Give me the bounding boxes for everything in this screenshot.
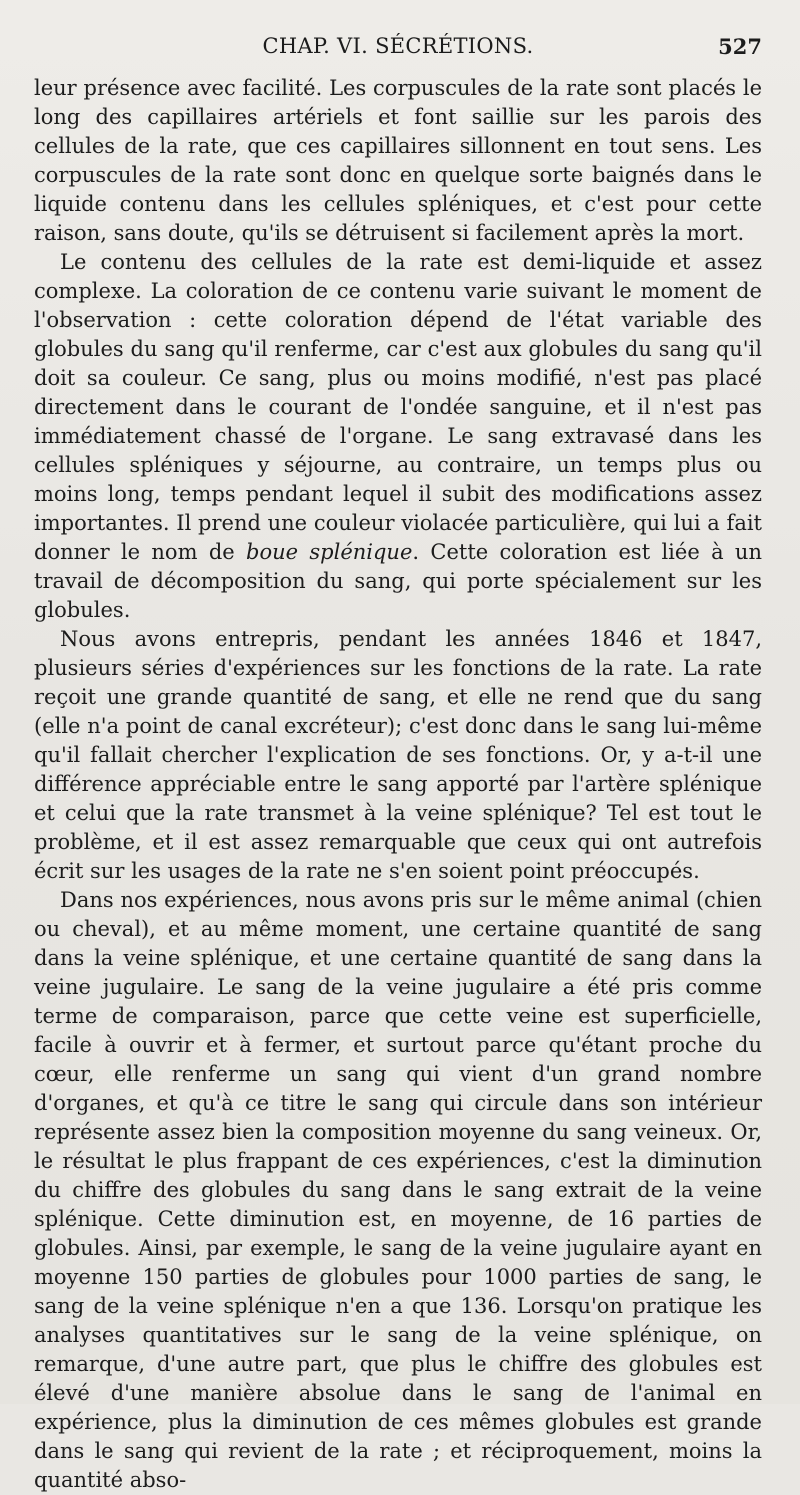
- paragraph-cell-contents: [34, 248, 762, 625]
- paragraph-results: Dans nos expériences, nous avons pris sur le même animal (chien ou cheval), et au même moment, une certaine quantité de sang dans la veine splénique, et une certaine quantité de sang dans la veine jugulaire. Le sang de la veine jugulaire a été pris comme terme de comparaison, parce que cette veine est superficielle, facile à ouvrir et à fermer, et surtout parce qu'étant proche du cœur, elle renferme un sang qui vient d'un grand nombre d'organes, et qu'à ce titre le sang qui circule dans son intérieur représente assez bien la composition moyenne du sang veineux. Or, le résultat le plus frappant de ces expériences, c'est la diminution du chiffre des globules du sang dans le sang extrait de la veine splénique. Cette diminution est, en moyenne, de 16 parties de globules. Ainsi, par exemple, le sang de la veine jugulaire ayant en moyenne 150 parties de globules pour 1000 parties de sang, le sang de la veine splénique n'en a que 136. Lorsqu'on pratique les analyses quantitatives sur le sang de la veine splénique, on remarque, d'une autre part, que plus le chiffre des globules est élevé d'une manière absolue dans le sang de l'animal en expérience, plus la diminution de ces mêmes globules est grande dans le sang qui revient de la rate ; et réciproquement, moins la quantité abso-: [34, 888, 762, 1492]
- paragraph-experiments: Nous avons entrepris, pendant les années 1846 et 1847, plusieurs séries d'expériences sur les fonctions de la rate. La rate reçoit une grande quantité de sang, et elle ne rend que du sang (elle n'a point de canal excréteur); c'est donc dans le sang lui-même qu'il fallait chercher l'explication de ses fonctions. Or, y a-t-il une différence appréciable entre le sang apporté par l'artère splénique et celui que la rate transmet à la veine splénique? Tel est tout le problème, et il est assez remarquable que ceux qui ont autrefois écrit sur les usages de la rate ne s'en soient point préoccupés.: [34, 627, 762, 883]
- body-text: [34, 74, 762, 1495]
- paragraph-text: Le contenu des cellules de la rate est demi-liquide et assez complexe. La coloration de ce contenu varie suivant le moment de l'observation : cette coloration dépend de l'état variable des globules du sang qu'il renferme, car c'est aux globules du sang qu'il doit sa couleur. Ce sang, plus ou moins modifié, n'est pas placé directement dans le courant de l'ondée sanguine, et il n'est pas immédiatement chassé de l'organe. Le sang extravasé dans les cellules spléniques y séjourne, au contraire, un temps plus ou moins long, temps pendant lequel il subit des modifications assez importantes. Il prend une couleur violacée particulière, qui lui a fait donner le nom de: [34, 250, 762, 564]
- running-head: [34, 30, 762, 70]
- paragraph-continuation: leur présence avec facilité. Les corpuscules de la rate sont placés le long des capillaires artériels et font saillie sur les parois des cellules de la rate, que ces capillaires sillonnent en tout sens. Les corpuscules de la rate sont donc en quelque sorte baignés dans le liquide contenu dans les cellules spléniques, et c'est pour cette raison, sans doute, qu'ils se détruisent si facilement après la mort.: [34, 76, 762, 245]
- page-number: 527: [718, 34, 762, 59]
- running-title: CHAP. VI. SÉCRÉTIONS.: [262, 34, 534, 58]
- paragraph-text: . Cette coloration est liée à un travail de décomposition du sang, qui porte spécialement sur les globules.: [34, 540, 762, 622]
- italic-term: boue splénique: [246, 540, 413, 564]
